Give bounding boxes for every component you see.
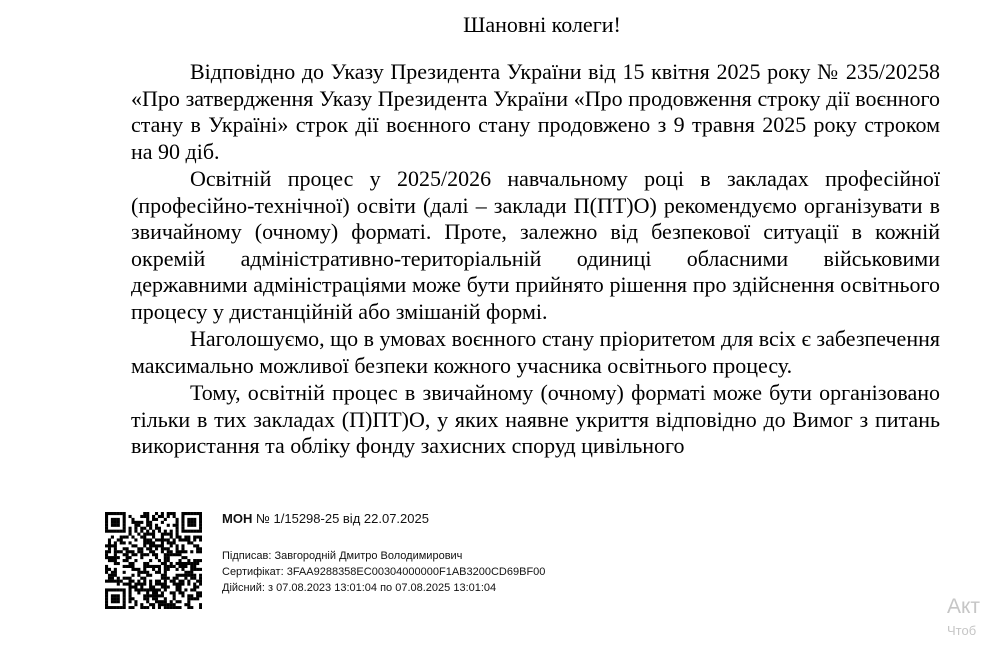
- paragraph-safety-priority: Наголошуємо, що в умовах воєнного стану пріоритетом для всіх є забезпечення максимально можливої безпеки кожного учасника освітнього процесу.: [131, 326, 940, 378]
- watermark-line-1: Акт: [947, 595, 981, 618]
- letter-body: [131, 59, 940, 460]
- certificate-id: Сертифікат: 3FAA9288358EC00304000000F1AB3200CD69BF00: [222, 566, 546, 578]
- salutation: Шановні колеги!: [463, 12, 621, 37]
- paragraph-shelter-requirement: Тому, освітній процес в звичайному (очному) форматі може бути організовано тільки в тих закладах (П)ПТ)О, у яких наявне укриття відповідно до Вимог з питань використання та обліку фонду захисних споруд цивільного: [131, 380, 940, 458]
- watermark-line-2: Чтоб: [947, 623, 977, 638]
- signer: Підписав: Завгородній Дмитро Володимирович: [222, 550, 463, 562]
- document-reference: [222, 510, 545, 528]
- activation-watermark: [947, 596, 980, 637]
- paragraph-education-format: Освітній процес у 2025/2026 навчальному році в закладах професійної (професійно-технічної) освіти (далі – заклади П(ПТ)О) рекомендуємо організувати в звичайному (очному) форматі. Проте, залежно від безпекової ситуації в кожній окремій адміністративно-територіальній одиниці обласними військовими державними адміністраціями може бути прийнято рішення про здійснення освітнього процесу у дистанційній або змішаній формі.: [131, 166, 940, 324]
- document-number: № 1/15298-25 від 22.07.2025: [252, 511, 429, 526]
- qr-code-icon: [105, 512, 202, 609]
- signature-block: [222, 510, 545, 596]
- ministry-abbreviation: МОН: [222, 511, 253, 526]
- paragraph-martial-law: Відповідно до Указу Президента України від 15 квітня 2025 року № 235/20258 «Про затвердження Указу Президента України «Про продовження строку дії воєнного стану в Україні» строк дії воєнного стану продовжено з 9 травня 2025 року строком на 90 діб.: [131, 59, 940, 164]
- certificate-validity: Дійсний: з 07.08.2023 13:01:04 по 07.08.2025 13:01:04: [222, 582, 497, 594]
